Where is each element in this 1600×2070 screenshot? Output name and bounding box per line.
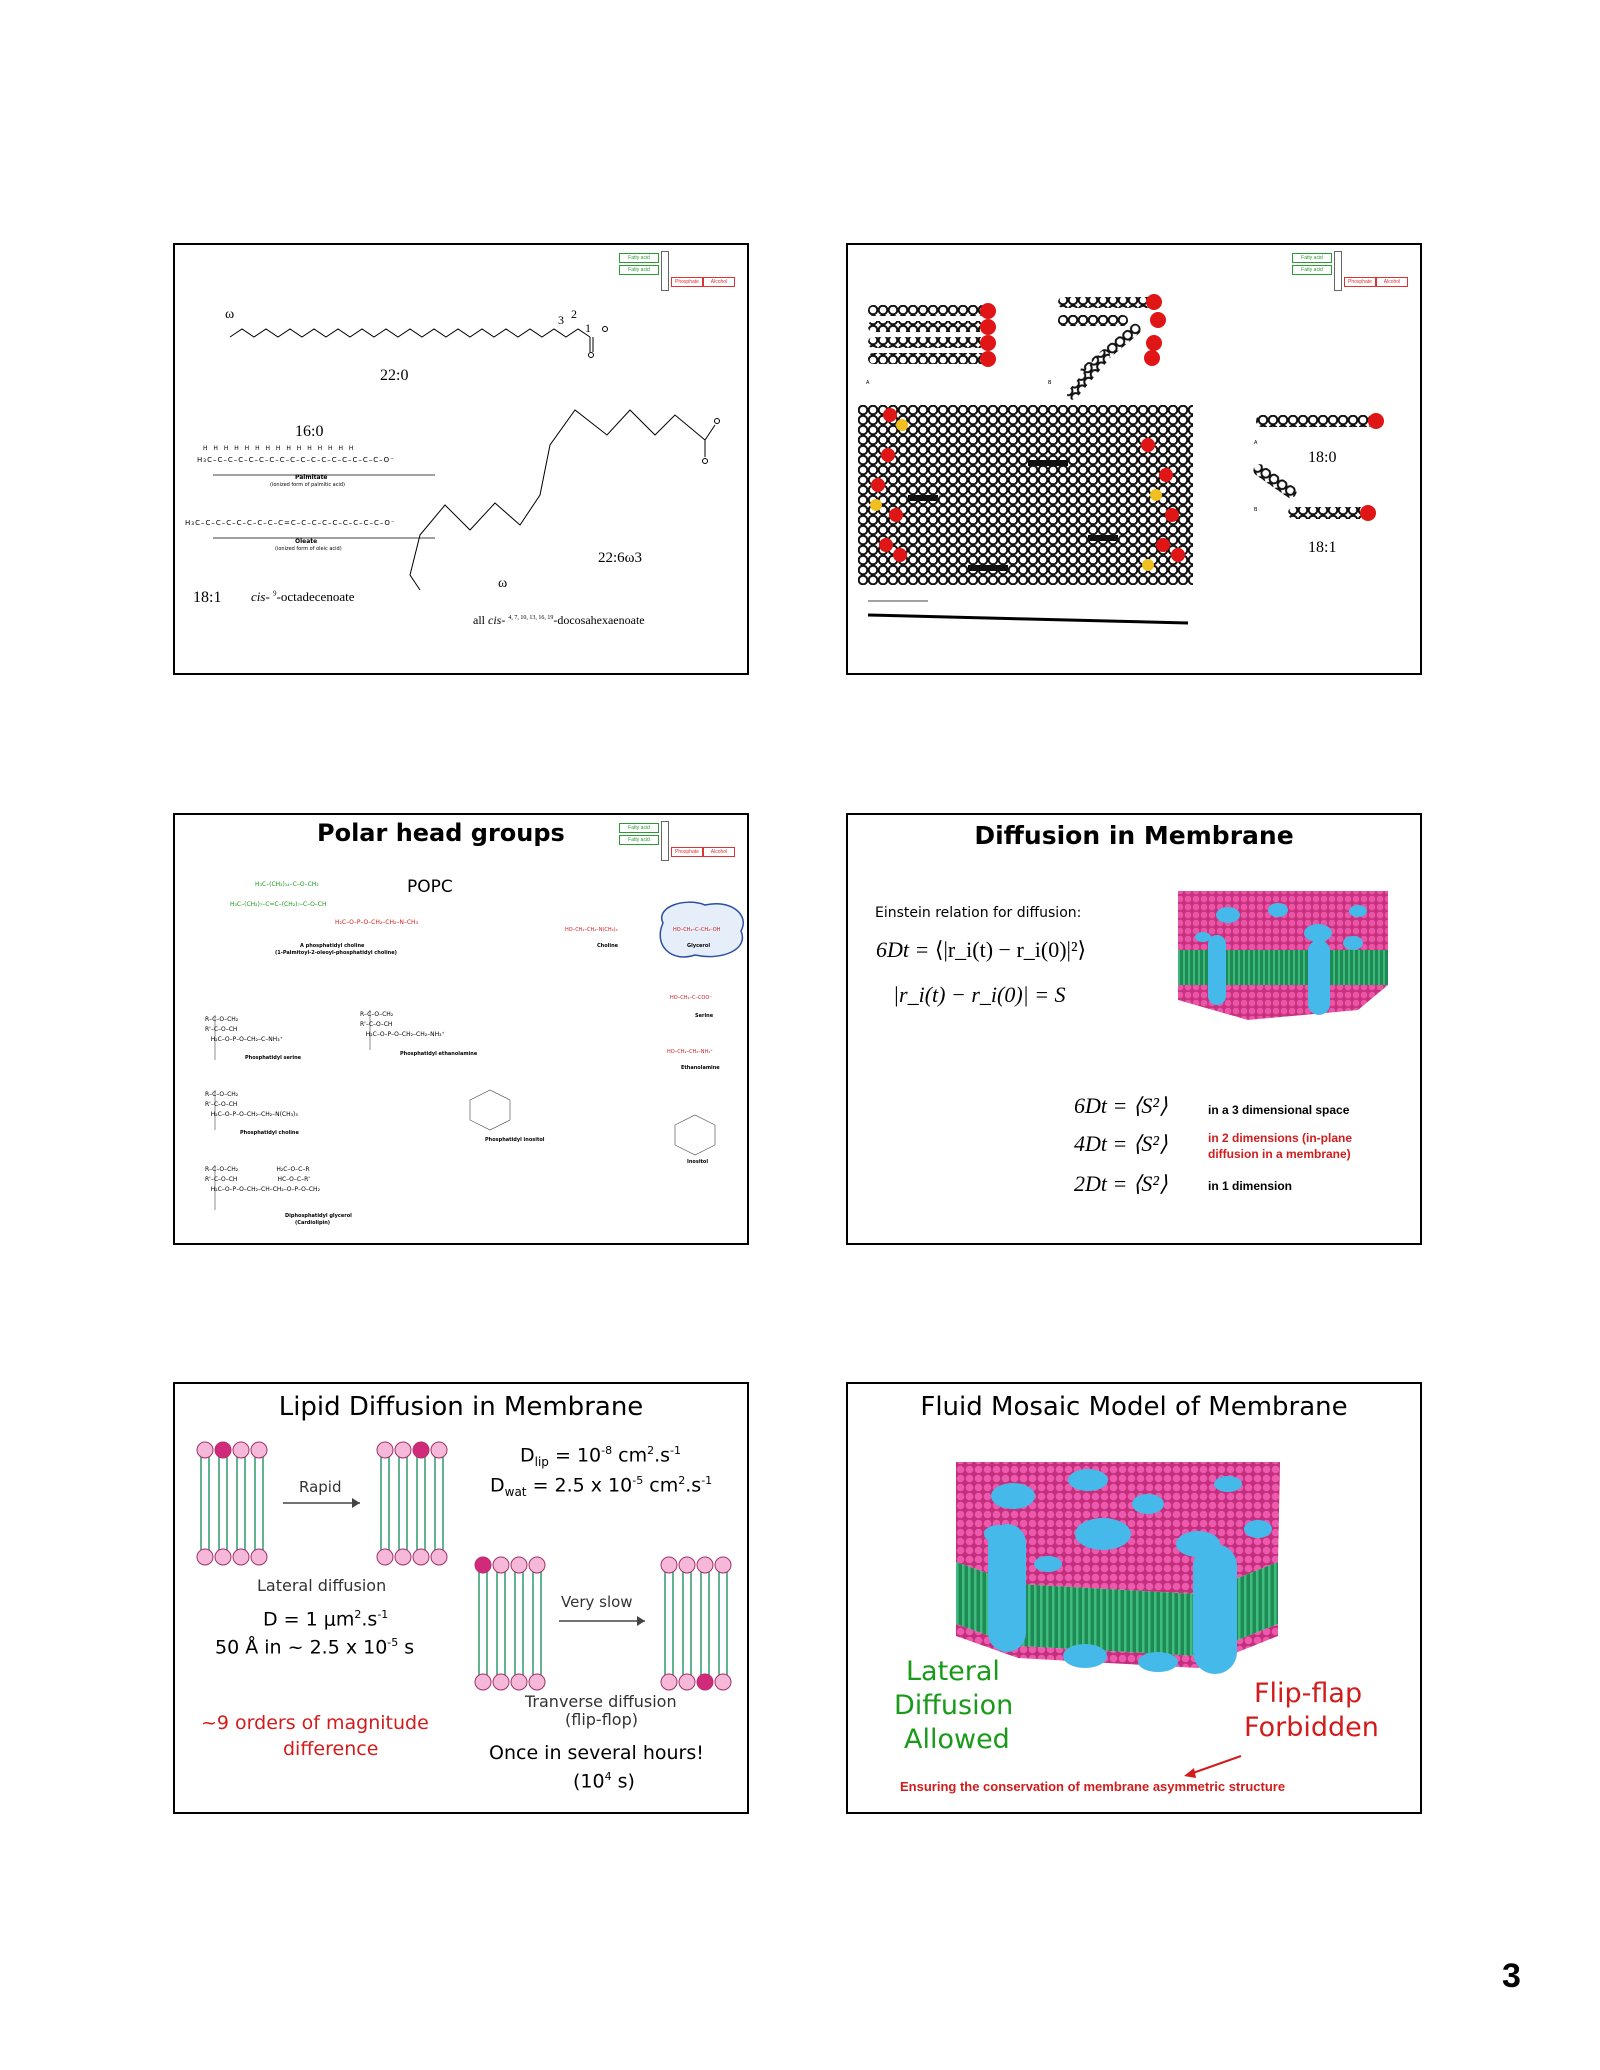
oleate-model bbox=[1251, 462, 1299, 501]
dha-name bbox=[473, 613, 645, 628]
dlip-unit2: .s bbox=[654, 1444, 671, 1467]
legend-fatty-acid-1: Fatty acid bbox=[1292, 253, 1332, 263]
bilayer-before-transverse bbox=[475, 1557, 545, 1690]
stearate-model bbox=[1256, 415, 1374, 427]
panel-a: A bbox=[866, 380, 870, 386]
fifty-exp: -5 bbox=[387, 1636, 399, 1649]
omega-label: ω bbox=[225, 307, 235, 322]
pc-label: Phosphatidyl choline bbox=[240, 1130, 299, 1136]
lateral-diffusion-label: Lateral diffusion bbox=[257, 1576, 387, 1595]
dha-cis: cis- bbox=[488, 613, 506, 627]
oleate-backbone: H₃C–C–C–C–C–C–C–C–C=C–C–C–C–C–C–C–C–C–O⁻ bbox=[185, 519, 396, 527]
lateral-line3: Allowed bbox=[904, 1724, 1010, 1755]
pc-caption: A phosphatidyl choline bbox=[300, 943, 365, 949]
cl-label2: (Cardiolipin) bbox=[295, 1220, 331, 1226]
pc-structure: R–C–O–CH₂ R'–C–O–CH H₂C–O–P–O–CH₂–CH₂–N(CH₃)₃ bbox=[205, 1091, 298, 1118]
palmitate-name: Palmitate bbox=[295, 474, 328, 481]
very-slow-label: Very slow bbox=[561, 1593, 633, 1611]
dha-rest: -docosahexaenoate bbox=[553, 613, 645, 627]
popc-head: H₂C–O–P–O–CH₂–CH₂–N–CH₃ bbox=[335, 919, 418, 926]
tenfour: (10 bbox=[573, 1770, 605, 1793]
pe-label: Phosphatidyl ethanolamine bbox=[400, 1051, 478, 1057]
omega2-label: ω bbox=[498, 576, 508, 591]
kinked-chains bbox=[1058, 294, 1166, 402]
dlip-val: = 10 bbox=[554, 1444, 602, 1467]
legend-alcohol: Alcohol bbox=[703, 847, 735, 857]
dwat-sub: wat bbox=[504, 1485, 527, 1500]
arrow-line bbox=[1190, 1756, 1241, 1774]
label-22-6w3: 22:6ω3 bbox=[598, 550, 643, 566]
d-wat-equation bbox=[490, 1474, 712, 1499]
note-1d: in 1 dimension bbox=[1208, 1179, 1293, 1193]
pi-label: Phosphatidyl inositol bbox=[485, 1137, 545, 1143]
cl-label: Diphosphatidyl glycerol bbox=[285, 1213, 352, 1219]
slide-lipid-diffusion bbox=[173, 1382, 749, 1814]
legend-phosphate: Phosphate bbox=[671, 847, 703, 857]
d-equals-1 bbox=[263, 1608, 388, 1630]
serine-formula: HO–CH₂–C–COO⁻ bbox=[670, 995, 712, 1001]
slide6-title: Fluid Mosaic Model of Membrane bbox=[920, 1392, 1348, 1422]
carbon-2-label: 2 bbox=[571, 307, 577, 321]
palmitate-formula: H H H H H H H H H H H H H H H bbox=[203, 445, 356, 452]
d-eq-unit-exp: -1 bbox=[377, 1608, 389, 1621]
tenfour-unit: s) bbox=[611, 1770, 635, 1793]
behenic-chain bbox=[230, 329, 590, 337]
oleate-sub: (ionized form of oleic acid) bbox=[275, 546, 342, 552]
equation-2d: 4Dt = ⟨S²⟩ bbox=[1074, 1131, 1168, 1156]
orders-line2: difference bbox=[283, 1738, 379, 1760]
note-3d: in a 3 dimensional space bbox=[1208, 1103, 1350, 1117]
slide5-title: Lipid Diffusion in Membrane bbox=[278, 1392, 644, 1422]
flip-flop-label: (flip-flop) bbox=[565, 1710, 638, 1729]
legend-fatty-acid-1: Fatty acid bbox=[619, 253, 659, 263]
popc-chain-1: H₃C–(CH₂)₁₄–C–O–CH₂ bbox=[255, 881, 319, 888]
straight-chains bbox=[868, 303, 996, 367]
panel-b2: B bbox=[1254, 507, 1258, 513]
dwat-unit-exp: 2 bbox=[678, 1474, 686, 1487]
transverse-label: Tranverse diffusion bbox=[525, 1692, 677, 1711]
dlip-unit: cm bbox=[618, 1444, 648, 1467]
dlip-label: D bbox=[520, 1444, 535, 1467]
lateral-line2: Diffusion bbox=[894, 1690, 1014, 1721]
dha-superscripts: 4, 7, 10, 13, 16, 19 bbox=[508, 615, 554, 621]
legend-fatty-acid-1: Fatty acid bbox=[619, 823, 659, 833]
tenfour-exp: 4 bbox=[604, 1770, 612, 1783]
dlip-unit-exp: 2 bbox=[647, 1444, 655, 1457]
label-16-0: 16:0 bbox=[295, 423, 324, 440]
label-18-1: 18:1 bbox=[193, 589, 222, 606]
lateral-line1: Lateral bbox=[906, 1656, 1000, 1687]
dlip-exp: -8 bbox=[601, 1444, 613, 1457]
equation-1d: 2Dt = ⟨S²⟩ bbox=[1074, 1171, 1168, 1196]
bilayer-after-transverse bbox=[661, 1557, 731, 1690]
legend-fatty-acid-2: Fatty acid bbox=[619, 265, 659, 275]
fifty-unit: s bbox=[398, 1636, 415, 1659]
dwat-val: = 2.5 x 10 bbox=[532, 1474, 633, 1497]
once-several-hours: Once in several hours! bbox=[489, 1742, 704, 1764]
note-2d-line2: diffusion in a membrane) bbox=[1208, 1147, 1351, 1161]
label-22-0: 22:0 bbox=[380, 367, 409, 384]
choline-formula: HO–CH₂–CH₂–N(CH₃)₃ bbox=[565, 927, 618, 933]
d-eq-exp: 2 bbox=[354, 1608, 362, 1621]
equation-2: |r_i(t) − r_i(0)| = S bbox=[893, 982, 1066, 1007]
slide3-title: Polar head groups bbox=[317, 819, 565, 847]
slide-polar-head-groups bbox=[173, 813, 749, 1245]
panel-b: B bbox=[1048, 380, 1052, 386]
flip-flap-line2: Forbidden bbox=[1244, 1712, 1379, 1743]
eq1-rhs: ⟨|r_i(t) − r_i(0)|²⟩ bbox=[934, 937, 1087, 962]
pe-structure: R–C–O–CH₂ R'–C–O–CH H₂C–O–P–O–CH₂–CH₂–NH₃⁺ bbox=[360, 1011, 445, 1038]
dha-chain bbox=[410, 410, 705, 590]
legend-fatty-acid-2: Fatty acid bbox=[1292, 265, 1332, 275]
eq1-lhs: 6Dt = bbox=[876, 937, 930, 962]
slide-space-filling-models bbox=[846, 243, 1422, 675]
palmitate-backbone: H₃C–C–C–C–C–C–C–C–C–C–C–C–C–C–C–C–C–O⁻ bbox=[197, 456, 395, 464]
inositol-label: Inositol bbox=[687, 1159, 709, 1165]
d-lip-equation bbox=[520, 1444, 681, 1469]
ethanolamine-label: Ethanolamine bbox=[681, 1065, 720, 1071]
popc-chain-2: H₃C–(CH₂)₇–C=C–(CH₂)₇–C–O–CH bbox=[230, 901, 327, 908]
serine-label: Serine bbox=[695, 1013, 714, 1019]
dwat-unit2-exp: -1 bbox=[701, 1474, 713, 1487]
ps-structure: R–C–O–CH₂ R'–C–O–CH H₂C–O–P–O–CH₂–C–NH₃⁺ bbox=[205, 1016, 283, 1043]
fifty: 50 Å in ~ 2.5 x 10 bbox=[215, 1636, 388, 1659]
label-18-0: 18:0 bbox=[1308, 449, 1337, 466]
slide-fatty-acids bbox=[173, 243, 749, 675]
cis-prefix: cis- bbox=[251, 589, 270, 604]
bilayer-after-lateral bbox=[377, 1442, 447, 1565]
carbon-1-label: 1 bbox=[585, 321, 591, 335]
dlip-sub: lip bbox=[534, 1455, 549, 1470]
bilayer-cluster bbox=[858, 405, 1193, 585]
legend-phosphate: Phosphate bbox=[1344, 277, 1376, 287]
equation-3d: 6Dt = ⟨S²⟩ bbox=[1074, 1093, 1168, 1118]
dwat-exp: -5 bbox=[632, 1474, 644, 1487]
popc-label: POPC bbox=[407, 877, 453, 897]
arrow-head bbox=[1184, 1768, 1196, 1778]
rapid-label: Rapid bbox=[299, 1478, 342, 1496]
palmitate-sub: (ionized form of palmitic acid) bbox=[270, 482, 345, 488]
note-2d-line1: in 2 dimensions (in-plane bbox=[1208, 1131, 1353, 1145]
slide-fluid-mosaic-model bbox=[846, 1382, 1422, 1814]
slide-diffusion-in-membrane bbox=[846, 813, 1422, 1245]
legend-fatty-acid-2: Fatty acid bbox=[619, 835, 659, 845]
dwat-label: D bbox=[490, 1474, 505, 1497]
cis-octadecenoate bbox=[251, 589, 354, 605]
ten-four-seconds bbox=[573, 1770, 635, 1792]
flip-flap-line1: Flip-flap bbox=[1254, 1678, 1363, 1709]
fifty-angstrom bbox=[215, 1636, 414, 1658]
bilayer-before-lateral bbox=[197, 1442, 267, 1565]
dwat-unit: cm bbox=[649, 1474, 679, 1497]
choline-label: Choline bbox=[597, 943, 619, 949]
label-18-1-b: 18:1 bbox=[1308, 539, 1337, 556]
dha-prefix: all bbox=[473, 613, 485, 627]
legend-alcohol: Alcohol bbox=[1376, 277, 1408, 287]
pc-caption2: (1-Palmitoyl-2-oleoyl-phosphatidyl choline) bbox=[275, 950, 397, 956]
scale-bar bbox=[868, 615, 1188, 623]
cl-structure: R–C–O–CH₂ H₂C–O–C–R R'–C–O–CH HC–O–C–R' H₂C–O–P–O–CH₂–CH–CH₂–O–P–O–CH₂ bbox=[205, 1166, 320, 1193]
orders-line1: ~9 orders of magnitude bbox=[201, 1712, 429, 1734]
oleate-name: Oleate bbox=[295, 538, 318, 545]
legend-alcohol: Alcohol bbox=[703, 277, 735, 287]
glycerol-formula: HO–CH₂–C–CH₂–OH bbox=[673, 927, 721, 933]
cis-superscript: 9 bbox=[273, 589, 277, 598]
slide4-title: Diffusion in Membrane bbox=[974, 821, 1294, 850]
dlip-unit2-exp: -1 bbox=[670, 1444, 682, 1457]
page-number: 3 bbox=[1502, 1957, 1521, 1995]
cis-rest: -octadecenoate bbox=[276, 589, 355, 604]
ethanolamine-formula: HO–CH₂–CH₂–NH₃⁺ bbox=[667, 1049, 713, 1055]
dwat-unit2: .s bbox=[685, 1474, 702, 1497]
d-eq: D = 1 μm bbox=[263, 1608, 355, 1631]
ensuring-statement: Ensuring the conservation of membrane asymmetric structure bbox=[900, 1779, 1286, 1794]
d-eq-unit: .s bbox=[361, 1608, 378, 1631]
ps-label: Phosphatidyl serine bbox=[245, 1055, 302, 1061]
carbon-3-label: 3 bbox=[558, 313, 564, 327]
legend-phosphate: Phosphate bbox=[671, 277, 703, 287]
panel-a2: A bbox=[1254, 440, 1258, 446]
glycerol-label: Glycerol bbox=[687, 943, 711, 949]
einstein-relation: Einstein relation for diffusion: bbox=[875, 905, 1082, 921]
